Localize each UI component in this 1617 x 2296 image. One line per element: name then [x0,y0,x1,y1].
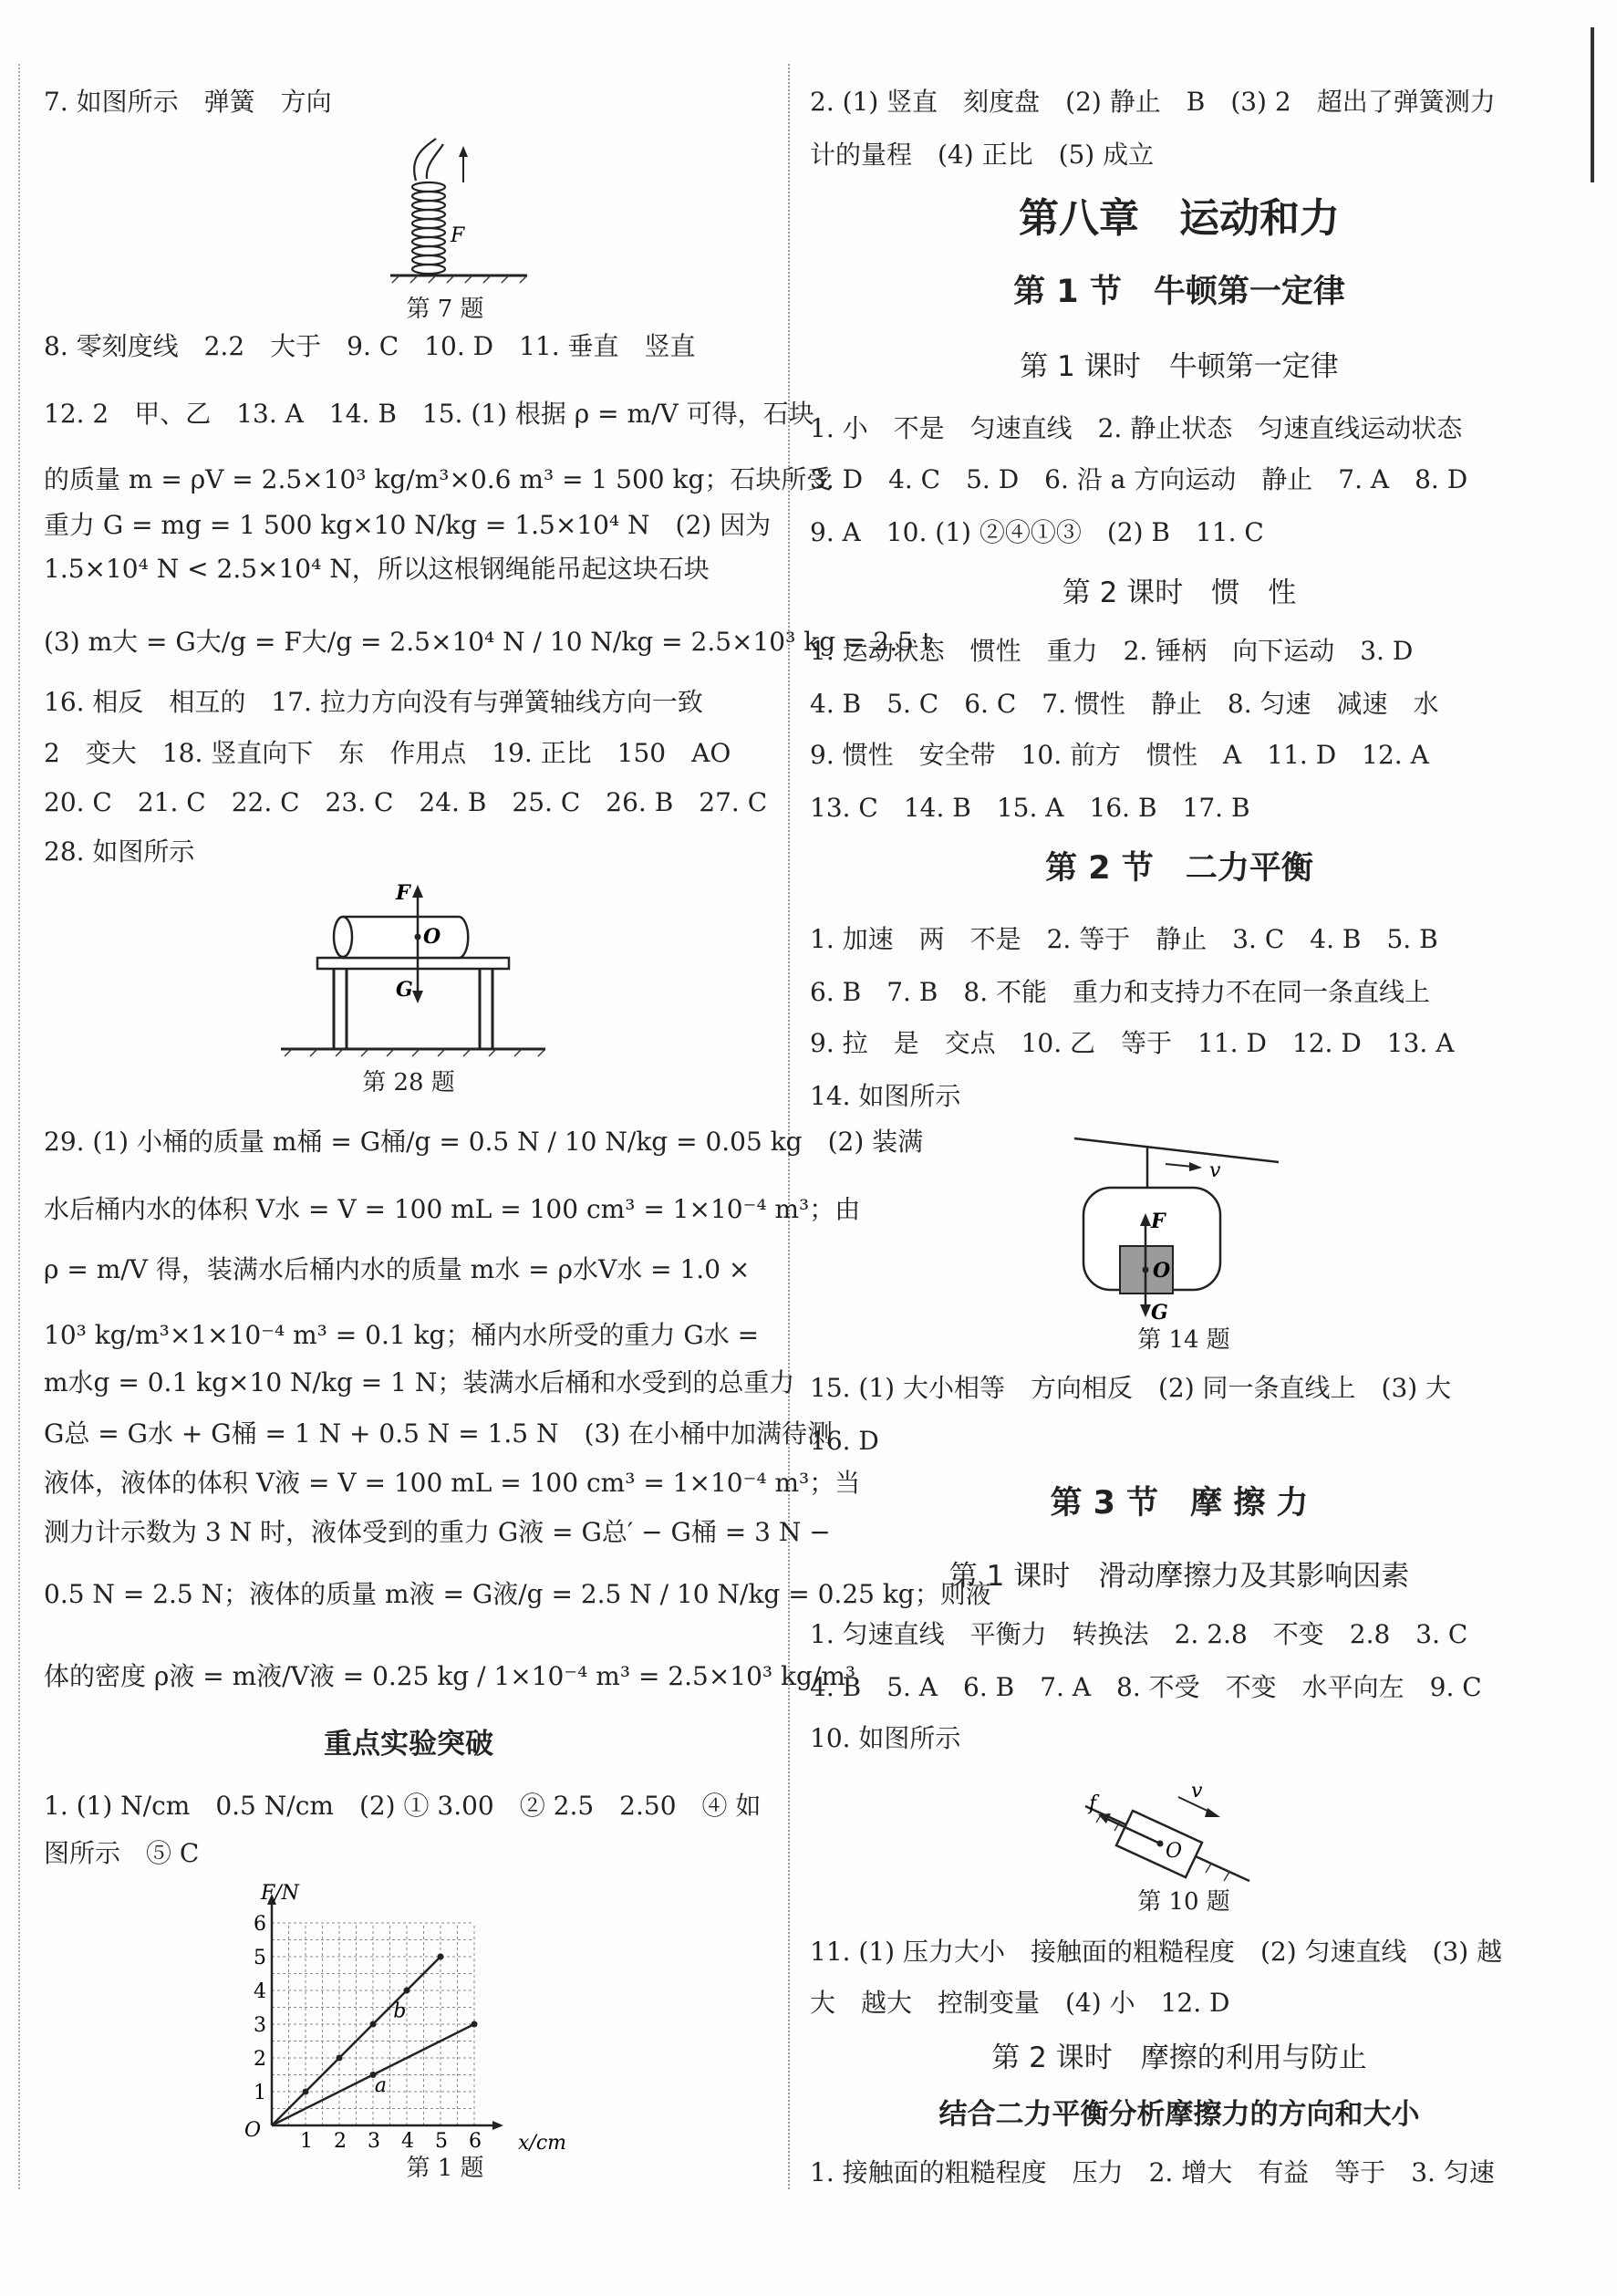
figure-7-spring [390,137,536,283]
y-tick-label: 3 [254,2014,266,2037]
x-axis-arrow [492,2121,503,2130]
y-tick-label: 6 [254,1913,266,1936]
experiment-2-line1: 2. (1) 竖直 刻度盘 (2) 静止 B (3) 2 超出了弹簧测力 [810,87,1496,117]
y-tick-label: 4 [254,1980,266,2003]
s1l1-answers-1: 1. 小 不是 匀速直线 2. 静止状态 匀速直线运动状态 [810,413,1463,443]
graph-series [272,1954,478,2126]
x-tick-label: 1 [300,2130,313,2153]
left-binding-edge [18,64,20,2189]
x-tick-label: 2 [334,2130,347,2153]
svg-text:F: F [1151,1210,1166,1233]
answer-17-19: 2 变大 18. 竖直向下 东 作用点 19. 正比 150 AO [44,738,731,768]
s3l1-answers-3: 10. 如图所示 [810,1723,961,1753]
series-a-label: a [374,2074,387,2097]
answer-29-line2: 水后桶内水的体积 V水 = V = 100 mL = 100 cm³ = 1×10⁻⁴ m³；由 [44,1194,861,1224]
answer-29-line4: 10³ kg/m³×1×10⁻⁴ m³ = 0.1 kg；桶内水所受的重力 G水 = [44,1320,760,1350]
s1l1-answers-3: 9. A 10. (1) ②④①③ (2) B 11. C [810,517,1264,547]
svg-text:v: v [1191,1780,1203,1803]
section-3-title: 第 3 节 摩 擦 力 [1050,1485,1309,1522]
answer-20-27: 20. C 21. C 22. C 23. C 24. B 25. C 26. B 27. C [44,787,768,817]
s2-answers-5: 15. (1) 大小相等 方向相反 (2) 同一条直线上 (3) 大 [810,1373,1452,1403]
answer-15-line3: 重力 G = mg = 1 500 kg×10 N/kg = 1.5×10⁴ N (2) 因为 [44,510,772,540]
experiment-2-line2: 计的量程 (4) 正比 (5) 成立 [810,140,1155,170]
caption-10: 第 10 题 [1137,1888,1230,1916]
s1l2-answers-3: 9. 惯性 安全带 10. 前方 惯性 A 11. D 12. A [810,740,1429,770]
series-b-label: b [393,2000,407,2023]
y-tick-label: 1 [254,2082,266,2104]
figure-1-graph [244,1879,573,2155]
graph-origin: O [244,2119,262,2142]
graph-x-label: x/cm [518,2132,567,2155]
graph-y-label: F/N [261,1882,299,1905]
s3l2-answers-1: 1. 接触面的粗糙程度 压力 2. 增大 有益 等于 3. 匀速 [810,2157,1495,2187]
answer-29-line8: 测力计示数为 3 N 时，液体受到的重力 G液 = G总′ − G桶 = 3 N − [44,1517,831,1547]
answer-29-line6: G总 = G水 + G桶 = 1 N + 0.5 N = 1.5 N (3) 在小桶中加满待测 [44,1418,834,1449]
answer-15-line4: 1.5×10⁴ N < 2.5×10⁴ N，所以这根钢绳能吊起这块石块 [44,554,710,584]
data-point-b [303,2089,309,2095]
data-point-b [337,2055,343,2062]
answer-29-line5: m水g = 0.1 kg×10 N/kg = 1 N；装满水后桶和水受到的总重力 [44,1367,795,1397]
s1l1-answers-2: 3. D 4. C 5. D 6. 沿 a 方向运动 静止 7. A 8. D [810,464,1468,494]
s2-answers-1: 1. 加速 两 不是 2. 等于 静止 3. C 4. B 5. B [810,924,1438,954]
experiment-1-line2: 图所示 ⑤ C [44,1838,200,1868]
s3l1-answers-5: 大 越大 控制变量 (4) 小 12. D [810,1988,1230,2018]
svg-text:f: f [1089,1792,1097,1815]
s3l1-answers-1: 1. 匀速直线 平衡力 转换法 2. 2.8 不变 2.8 3. C [810,1619,1468,1649]
answer-29-line10: 体的密度 ρ液 = m液/V液 = 0.25 kg / 1×10⁻⁴ m³ = 2.5×10³ kg/m³ [44,1661,856,1691]
x-tick-label: 3 [368,2130,380,2153]
caption-14: 第 14 题 [1137,1326,1230,1354]
answer-29-line1: 29. (1) 小桶的质量 m桶 = G桶/g = 0.5 N / 10 N/kg = 0.05 kg (2) 装满 [44,1127,924,1157]
lesson-4-title: 第 2 课时 摩擦的利用与防止 [991,2041,1367,2074]
caption-28: 第 28 题 [362,1069,455,1096]
s1l2-answers-4: 13. C 14. B 15. A 16. B 17. B [810,793,1250,823]
page-edge-bar [1591,27,1594,182]
lesson-3-title: 第 1 课时 滑动摩擦力及其影响因素 [948,1560,1410,1593]
x-tick-label: 4 [401,2130,414,2153]
answer-8-11: 8. 零刻度线 2.2 大于 9. C 10. D 11. 垂直 竖直 [44,331,696,361]
svg-text:O: O [423,925,441,949]
section-1-title: 第 1 节 牛顿第一定律 [1013,274,1345,310]
answer-29-line9: 0.5 N = 2.5 N；液体的质量 m液 = G液/g = 2.5 N / 10 N/kg = 0.25 kg；则液 [44,1579,991,1609]
data-point-a [472,2021,478,2028]
y-tick-label: 2 [254,2048,266,2071]
answer-15-line5: (3) m大 = G大/g = F大/g = 2.5×10⁴ N / 10 N/kg = 2.5×10³ kg = 2.5 t [44,627,933,657]
x-tick-label: 5 [435,2130,448,2153]
data-point-b [438,1954,444,1960]
answer-12-15: 12. 2 甲、乙 13. A 14. B 15. (1) 根据 ρ = m/V 可得，石块 [44,399,814,429]
figure-14-cable-car [1074,1131,1293,1323]
s2-answers-2: 6. B 7. B 8. 不能 重力和支持力不在同一条直线上 [810,977,1431,1007]
svg-text:O: O [1166,1840,1183,1863]
answer-16-17: 16. 相反 相互的 17. 拉力方向没有与弹簧轴线方向一致 [44,687,703,717]
caption-1: 第 1 题 [406,2155,484,2182]
s3l1-answers-4: 11. (1) 压力大小 接触面的粗糙程度 (2) 匀速直线 (3) 越 [810,1937,1503,1967]
caption-7: 第 7 题 [406,296,484,323]
section-2-title: 第 2 节 二力平衡 [1045,850,1313,887]
svg-text:G: G [1151,1301,1168,1325]
heading-key-experiments: 重点实验突破 [324,1728,493,1761]
data-point-b [404,1988,410,1994]
s1l2-answers-1: 1. 运动状态 惯性 重力 2. 锤柄 向下运动 3. D [810,636,1414,666]
experiment-1-line1: 1. (1) N/cm 0.5 N/cm (2) ① 3.00 ② 2.5 2.50 ④ 如 [44,1791,762,1821]
svg-text:v: v [1209,1159,1221,1182]
lesson-2-title: 第 2 课时 惯 性 [1062,577,1297,609]
s2-answers-3: 9. 拉 是 交点 10. 乙 等于 11. D 12. D 13. A [810,1028,1455,1058]
answer-28: 28. 如图所示 [44,836,195,867]
svg-text:F: F [396,881,410,905]
lesson-1-title: 第 1 课时 牛顿第一定律 [1020,350,1339,383]
answer-15-line2: 的质量 m = ρV = 2.5×10³ kg/m³×0.6 m³ = 1 500 kg；石块所受 [44,464,833,494]
answer-7: 7. 如图所示 弹簧 方向 [44,87,332,117]
figure-10-incline [1083,1770,1266,1888]
s3l1-answers-2: 4. B 5. A 6. B 7. A 8. 不受 不变 水平向左 9. C [810,1672,1482,1702]
figure-28-table [281,876,555,1058]
svg-text:F: F [451,224,465,247]
s2-answers-6: 16. D [810,1426,879,1456]
chapter-title: 第八章 运动和力 [1019,195,1340,242]
answer-29-line7: 液体，液体的体积 V液 = V = 100 mL = 100 cm³ = 1×10⁻⁴ m³；当 [44,1468,861,1498]
answer-29-line3: ρ = m/V 得，装满水后桶内水的质量 m水 = ρ水V水 = 1.0 × [44,1254,751,1284]
svg-text:G: G [396,978,413,1002]
s2-answers-4: 14. 如图所示 [810,1081,961,1111]
x-tick-label: 6 [469,2130,482,2153]
svg-text:O: O [1153,1259,1171,1283]
topic-title: 结合二力平衡分析摩擦力的方向和大小 [938,2098,1420,2131]
data-point-b [370,2021,377,2028]
s1l2-answers-2: 4. B 5. C 6. C 7. 惯性 静止 8. 匀速 减速 水 [810,689,1439,719]
y-tick-label: 5 [254,1947,266,1969]
